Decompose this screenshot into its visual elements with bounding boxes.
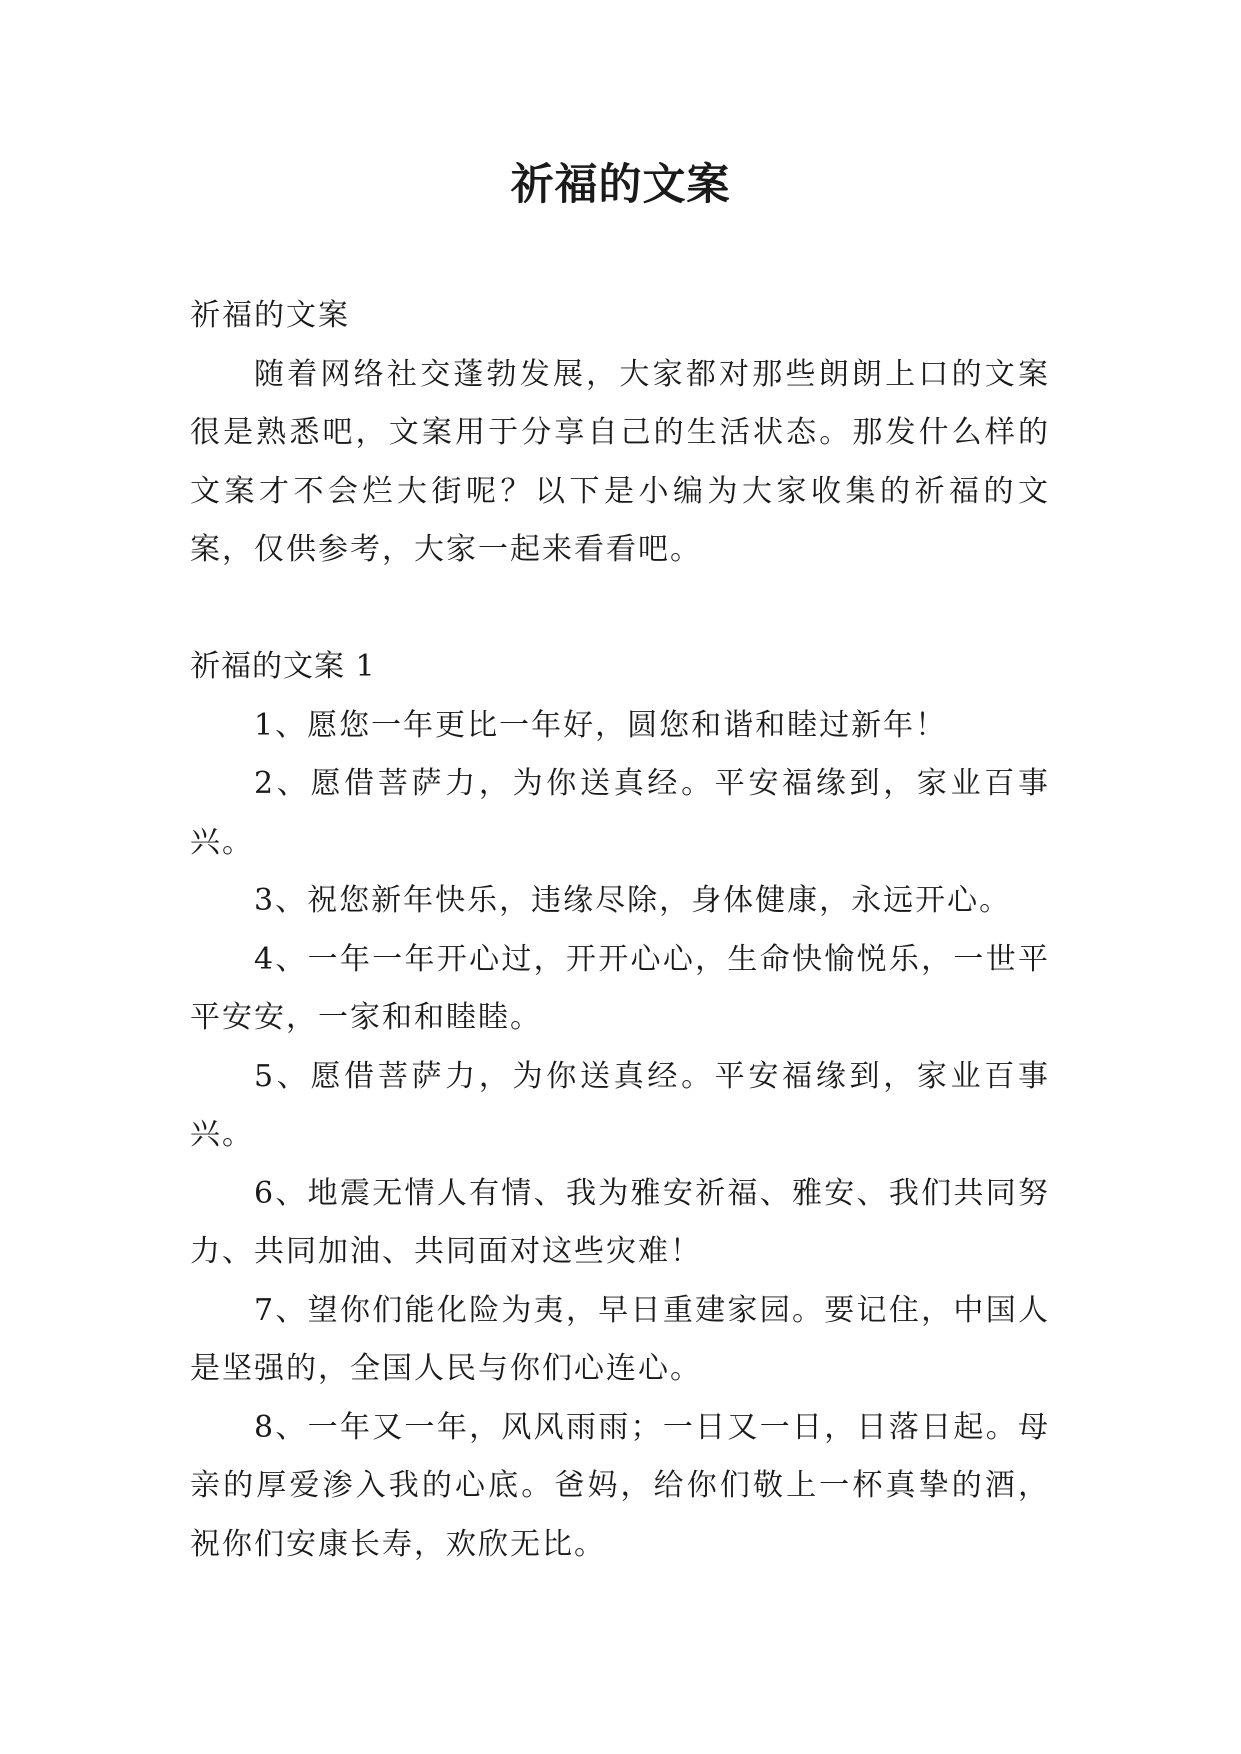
document-heading: 祈福的文案 [190,298,350,333]
list-item: 6、地震无情人有情、我为雅安祈福、雅安、我们共同努力、共同加油、共同面对这些灾难！ [190,1175,1050,1269]
list-item: 8、一年又一年，风风雨雨；一日又一日，日落日起。母亲的厚爱渗入我的心底。爸妈，给你们敬上一杯真挚的酒，祝你们安康长寿，欢欣无比。 [190,1409,1050,1562]
paragraph-spacer [190,580,1050,639]
list-item: 1、愿您一年更比一年好，圆您和谐和睦过新年！ [254,707,948,743]
list-item: 3、祝您新年快乐，违缘尽除，身体健康，永远开心。 [254,883,1012,918]
document-title: 祈福的文案 [510,160,731,210]
list-item: 7、望你们能化险为夷，早日重建家园。要记住，中国人是坚强的，全国人民与你们心连心。 [190,1292,1050,1386]
list-item: 4、一年一年开心过，开开心心，生命快愉悦乐，一世平平安安，一家和和睦睦。 [190,941,1050,1035]
document-body [190,287,1050,1574]
intro-paragraph: 随着网络社交蓬勃发展，大家都对那些朗朗上口的文案很是熟悉吧，文案用于分享自己的生活状态。那发什么样的文案才不会烂大街呢？以下是小编为大家收集的祈福的文案，仅供参考，大家一起来看看吧。 [190,356,1050,567]
list-item: 5、愿借菩萨力，为你送真经。平安福缘到，家业百事兴。 [190,1058,1050,1152]
section-title: 祈福的文案 1 [190,649,376,684]
list-item: 2、愿借菩萨力，为你送真经。平安福缘到，家业百事兴。 [190,766,1050,860]
